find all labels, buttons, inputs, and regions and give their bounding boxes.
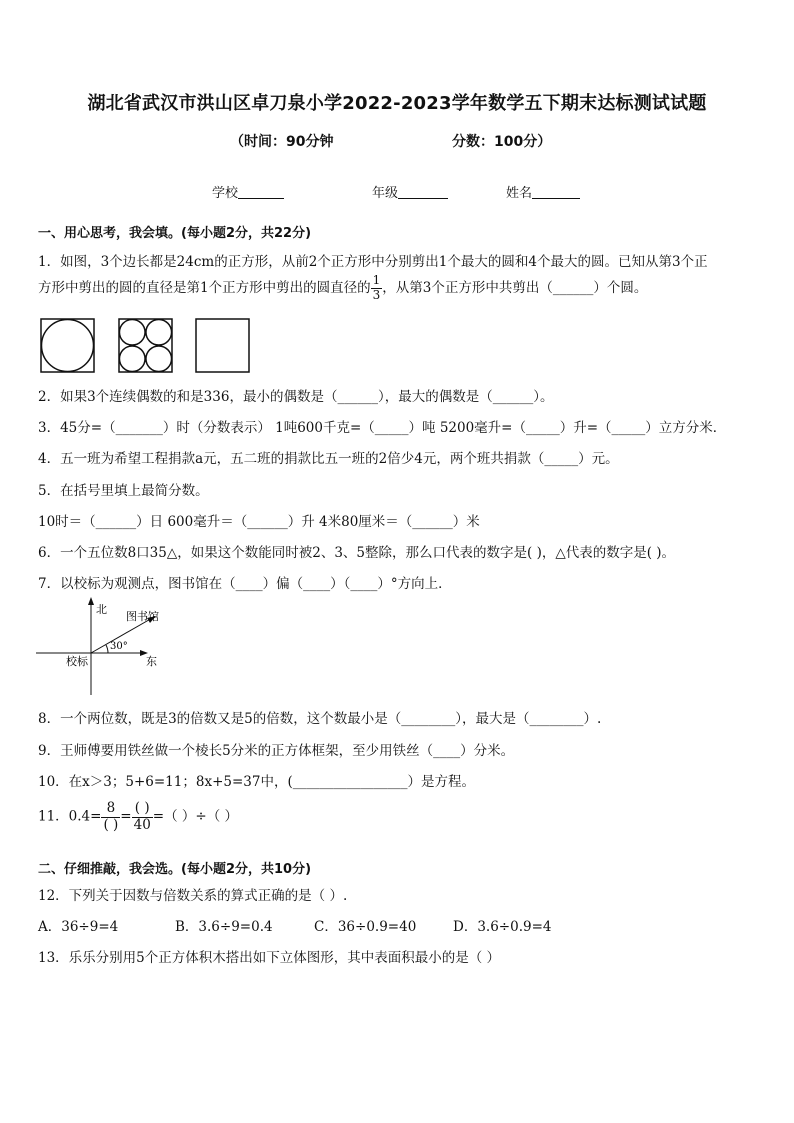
name-label: 姓名 — [506, 186, 533, 201]
section-2-heading: 二、仔细推敲，我会选。(每小题2分，共10分) — [38, 862, 312, 877]
square-3 — [196, 319, 249, 372]
question-6: 6．一个五位数8口35△，如果这个数能同时被2、3、5整除，那么口代表的数字是( )，△代表的数字是( )。 — [38, 545, 676, 561]
fraction-one-third — [371, 274, 383, 303]
small-circle — [119, 319, 145, 345]
equals-sign: = — [120, 808, 132, 825]
question-8: 8．一个两位数，既是3的倍数又是5的倍数，这个数最小是（________），最大是（________）. — [38, 711, 602, 727]
question-5-items: 10时＝（______）日 600毫升＝（______）升 4米80厘米＝（______）米 — [38, 514, 480, 530]
question-11-prefix: 11．0.4= — [38, 808, 102, 825]
large-circle — [42, 320, 94, 372]
exam-time: （时间：90分钟 — [230, 134, 334, 150]
east-label: 东 — [146, 655, 157, 668]
question-1-text-b: ，从第3个正方形中共剪出（______）个圆。 — [382, 279, 648, 296]
fraction-1 — [101, 801, 120, 833]
origin-label: 校标 — [66, 655, 88, 668]
school-label: 学校 — [212, 186, 239, 201]
grade-blank[interactable] — [398, 184, 448, 199]
question-9: 9．王师傅要用铁丝做一个棱长5分米的正方体框架，至少用铁丝（____）分米。 — [38, 743, 515, 759]
grade-label: 年级 — [372, 186, 399, 201]
question-12-option-b[interactable]: B．3.6÷9=0.4 — [175, 919, 273, 935]
question-5: 5．在括号里填上最简分数。 — [38, 483, 209, 499]
school-field — [212, 182, 284, 201]
question-4: 4．五一班为希望工程捐款a元，五二班的捐款比五一班的2倍少4元，两个班共捐款（_____）元。 — [38, 451, 619, 467]
square-2 — [119, 319, 172, 372]
north-label: 北 — [96, 603, 107, 616]
question-1-figure — [40, 318, 252, 374]
question-11 — [38, 801, 238, 833]
question-13: 13．乐乐分别用5个正方体积木搭出如下立体图形，其中表面积最小的是（ ） — [38, 950, 501, 966]
small-circle — [146, 319, 172, 345]
name-blank[interactable] — [532, 184, 580, 199]
fraction-2-numerator: ( ) — [132, 801, 153, 818]
direction-diagram — [36, 595, 166, 697]
library-label: 图书馆 — [126, 610, 159, 623]
exam-score: 分数：100分） — [452, 134, 552, 150]
fraction-2-denominator: 40 — [133, 816, 151, 833]
question-10: 10．在x＞3；5+6=11；8x+5=37中，(_________________）是方程。 — [38, 774, 475, 790]
angle-label: 30° — [110, 641, 128, 652]
name-field — [506, 182, 580, 201]
small-circle — [119, 346, 145, 372]
section-1-heading: 一、用心思考，我会填。(每小题2分，共22分) — [38, 226, 312, 241]
question-7: 7．以校标为观测点，图书馆在（____）偏（____）（____）°方向上． — [38, 576, 452, 592]
fraction-numerator: 1 — [372, 273, 381, 287]
question-12: 12．下列关于因数与倍数关系的算式正确的是（ ）. — [38, 888, 348, 904]
question-12-option-c[interactable]: C．36÷0.9=40 — [314, 919, 417, 935]
question-11-suffix: =（ ）÷（ ） — [152, 808, 239, 825]
fraction-denominator: 3 — [372, 287, 381, 302]
question-1-line2 — [38, 274, 647, 303]
question-3: 3．45分=（_______）时（分数表示） 1吨600千克=（_____）吨 5200毫升=（_____）升=（_____）立方分米． — [38, 420, 727, 436]
page-title: 湖北省武汉市洪山区卓刀泉小学2022-2023学年数学五下期末达标测试试题 — [87, 93, 707, 114]
question-1-line1: 1．如图，3个边长都是24cm的正方形，从前2个正方形中分别剪出1个最大的圆和4个最大的圆。已知从第3个正 — [38, 254, 708, 270]
fraction-2 — [132, 801, 153, 833]
question-1-text-a: 方形中剪出的圆的直径是第1个正方形中剪出的圆直径的 — [38, 279, 371, 296]
angle-arc — [106, 645, 108, 653]
fraction-1-denominator: ( ) — [103, 816, 119, 833]
question-2: 2．如果3个连续偶数的和是336，最小的偶数是（______），最大的偶数是（______）。 — [38, 389, 554, 405]
fraction-1-numerator: 8 — [101, 801, 120, 818]
school-blank[interactable] — [238, 184, 284, 199]
small-circle — [146, 346, 172, 372]
question-12-option-a[interactable]: A．36÷9=4 — [38, 919, 119, 935]
question-12-option-d[interactable]: D．3.6÷0.9=4 — [453, 919, 552, 935]
grade-field — [372, 182, 448, 201]
north-arrow-icon — [88, 597, 94, 605]
